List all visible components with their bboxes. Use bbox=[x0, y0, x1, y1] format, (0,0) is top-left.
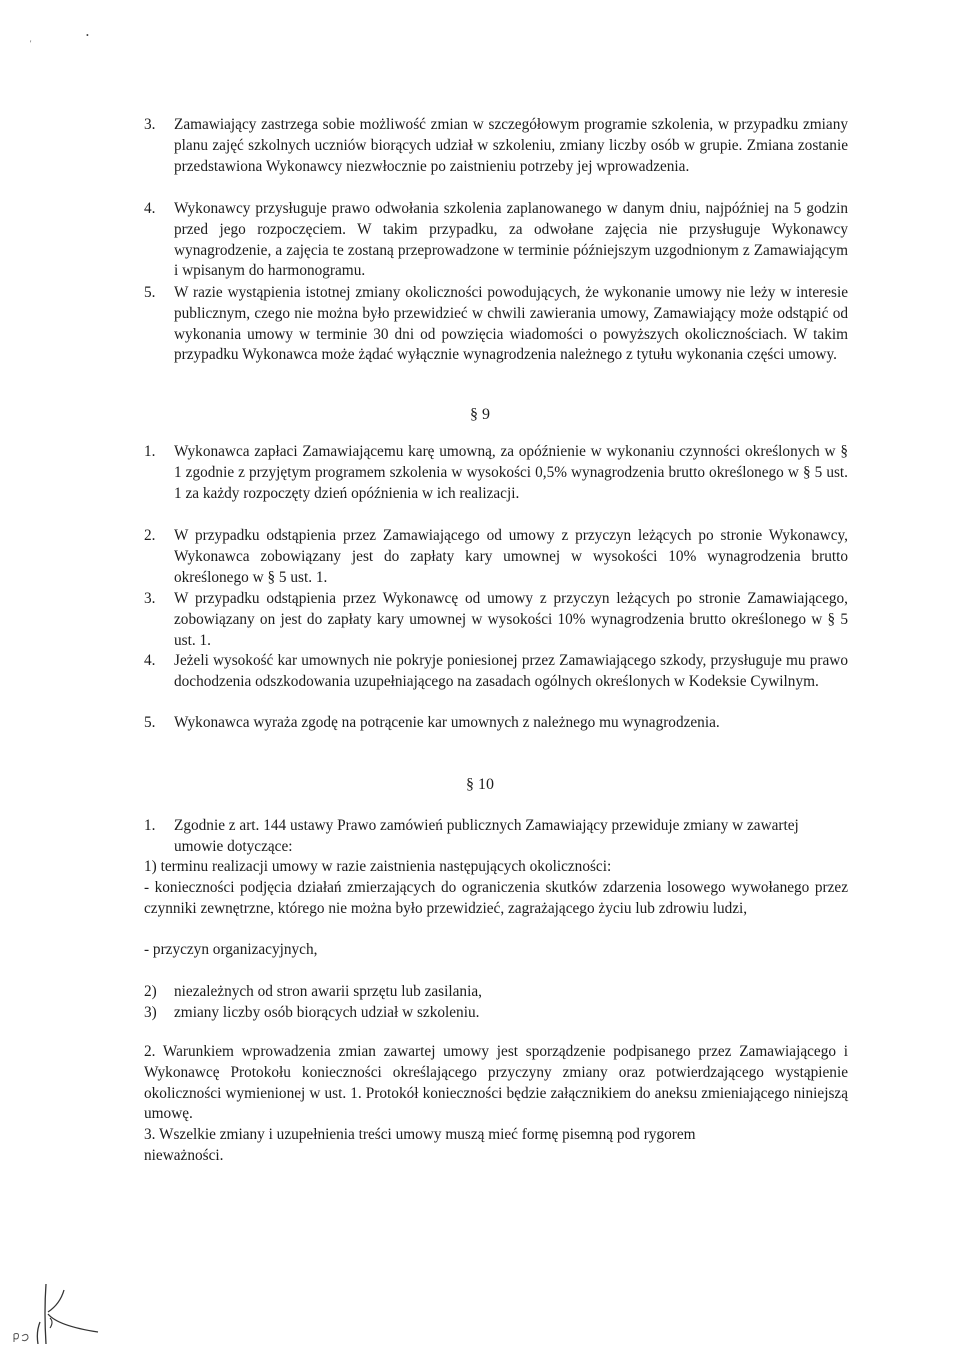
item-number: 2. bbox=[144, 527, 156, 544]
item-number: 1. bbox=[144, 817, 156, 834]
item-text: W przypadku odstąpienia przez Wykonawcę od umowy z przyczyn leżących po stronie Zamawiającego, zobowiązany on jest do zapłaty kary umownej w wysokości 10% wynagrodzenia brutto określonego w § 5 ust. 1. bbox=[174, 590, 848, 649]
dash-item: - przyczyn organizacyjnych, bbox=[144, 941, 318, 958]
scan-mark: • bbox=[86, 31, 89, 40]
item-number: 2) bbox=[144, 983, 157, 1000]
item-number: 5. bbox=[144, 714, 156, 731]
dash-item: - konieczności podjęcia działań zmierzających do ograniczenia skutków zdarzenia losowego wywołanego przez czynniki zewnętrzne, którego nie można było przewidzieć, zagrażającego życiu lub zdrowiu ludzi, bbox=[144, 879, 848, 917]
section-heading: § 9 bbox=[470, 406, 490, 423]
item-number: 3) bbox=[144, 1004, 157, 1021]
scan-mark: ' bbox=[30, 39, 32, 48]
item-text: W przypadku odstąpienia przez Zamawiającego od umowy z przyczyn leżących po stronie Wykonawcy, Wykonawca zobowiązany jest do zapłaty kary umownej w wysokości 10% wynagrodzenia brutto określonego w § 5 ust. 1. bbox=[174, 527, 848, 586]
item-text: Jeżeli wysokość kar umownych nie pokryje poniesionej przez Zamawiającego szkody, przysługuje mu prawo dochodzenia odszkodowania uzupełniającego na zasadach ogólnych określonych w Kodeksie Cywilnym. bbox=[174, 652, 848, 690]
section-heading: § 10 bbox=[466, 776, 494, 793]
item-number: 4. bbox=[144, 200, 156, 217]
item-text: Zamawiający zastrzega sobie możliwość zmian w szczegółowym programie szkolenia, w przypadku zmiany planu zajęć szkolnych uczniów biorących udział w szkoleniu, zmiany liczby osób w grupie. Zmiana zostanie przedstawiona Wykonawcy niezwłocznie po zaistnieniu potrzeby jej wprowadzenia. bbox=[174, 116, 848, 175]
item-number: 3. bbox=[144, 116, 156, 133]
item-number: 1. bbox=[144, 443, 156, 460]
item-text: Zgodnie z art. 144 ustawy Prawo zamówień publicznych Zamawiający przewiduje zmiany w zawartej umowie dotyczące: bbox=[174, 817, 799, 855]
item-number: 3. bbox=[144, 590, 156, 607]
item-text: Wykonawca wyraża zgodę na potrącenie kar umownych z należnego mu wynagrodzenia. bbox=[174, 714, 720, 731]
item-text: Wykonawcy przysługuje prawo odwołania szkolenia zaplanowanego w danym dniu, najpóźniej na 5 godzin przed jego rozpoczęciem. W takim przypadku, za odwołane zajęcia nie przysługuje Wykonawcy wynagrodzenie, a zajęcia te zostaną przeprowadzone w terminie późniejszym uzgodnionym z Zamawiającym i wpisanym do harmonogramu. bbox=[174, 200, 848, 280]
item-text: niezależnych od stron awarii sprzętu lub zasilania, bbox=[174, 983, 482, 1000]
handwritten-signature bbox=[8, 1282, 118, 1344]
paragraph: 2. Warunkiem wprowadzenia zmian zawartej umowy jest sporządzenie podpisanego przez Zamawiającego i Wykonawcę Protokołu konieczności określającego przyczyny zmiany oraz potwierdzającego wystąpienie okoliczności wymienionej w ust. 1. Protokół konieczności będzie załącznikiem do aneksu zmieniającego niniejszą umowę. bbox=[144, 1043, 848, 1123]
item-text: Wykonawca zapłaci Zamawiającemu karę umowną, za opóźnienie w wykonaniu czynności określonych w § 1 zgodnie z przyjętym programem szkolenia w wysokości 0,5% wynagrodzenia brutto określonego w § 5 ust. 1 za każdy rozpoczęty dzień opóźnienia w ich realizacji. bbox=[174, 443, 848, 502]
item-number: 4. bbox=[144, 652, 156, 669]
sub-item: 1) terminu realizacji umowy w razie zaistnienia następujących okoliczności: bbox=[144, 858, 612, 875]
item-text: zmiany liczby osób biorących udział w szkoleniu. bbox=[174, 1004, 480, 1021]
item-number: 5. bbox=[144, 284, 156, 301]
paragraph: 3. Wszelkie zmiany i uzupełnienia treści umowy muszą mieć formę pisemną pod rygorem nieważności. bbox=[144, 1126, 696, 1164]
item-text: W razie wystąpienia istotnej zmiany okoliczności powodujących, że wykonanie umowy nie leży w interesie publicznym, czego nie można było przewidzieć w chwili zawierania umowy, Zamawiający może odstąpić od wykonania umowy w terminie 30 dni od powzięcia wiadomości o powyższych okolicznościach. W takim przypadku Wykonawca może żądać wyłącznie wynagrodzenia należnego z tytułu wykonania części umowy. bbox=[174, 284, 848, 364]
